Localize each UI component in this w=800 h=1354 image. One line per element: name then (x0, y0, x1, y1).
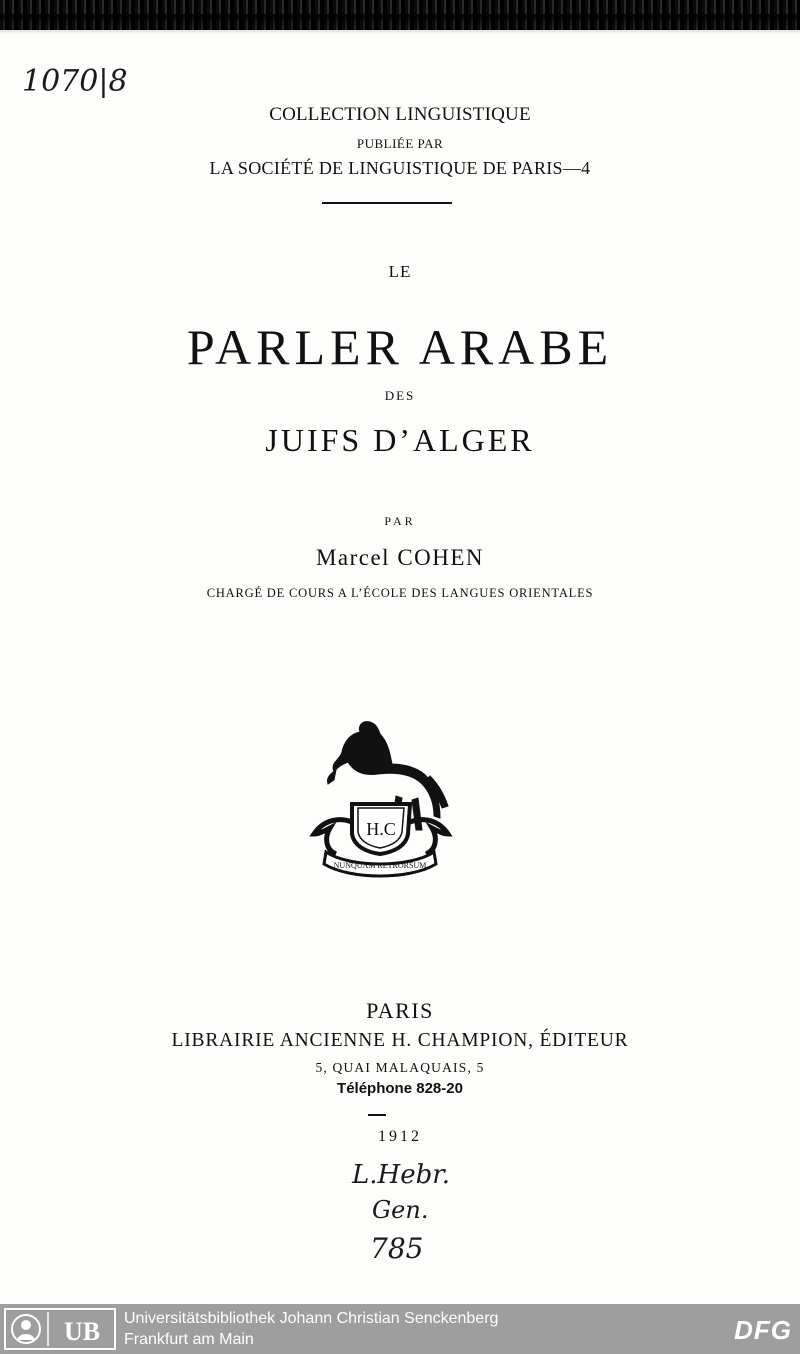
author-position: CHARGÉ DE COURS A L’ÉCOLE DES LANGUES ORIENTALES (206, 586, 594, 600)
imprint-city: PARIS (366, 998, 434, 1023)
title-article: LE (388, 262, 412, 281)
main-title: PARLER ARABE (186, 319, 614, 375)
societe-line: LA SOCIÉTÉ DE LINGUISTIQUE DE PARIS—4 (209, 158, 591, 178)
ub-logo-icon (4, 1308, 116, 1350)
handwritten-note-line1: L.Hebr. (352, 1160, 451, 1190)
scanned-page-edge (0, 0, 800, 30)
institution-name: Universitätsbibliothek Johann Christian Senckenberg (124, 1310, 499, 1327)
publication-year: 1912 (378, 1128, 422, 1145)
publisher-address: 5, QUAI MALAQUAIS, 5 (315, 1060, 485, 1075)
publisher-emblem-icon (300, 712, 460, 882)
subtitle: JUIFS D’ALGER (265, 422, 535, 458)
handwritten-note-line3: 785 (370, 1232, 424, 1265)
divider-rule (322, 202, 452, 204)
library-footer-bar (0, 1304, 800, 1354)
institution-city: Frankfurt am Main (124, 1331, 254, 1348)
publiee-par: PUBLIÉE PAR (356, 136, 444, 151)
by-label: PAR (384, 514, 416, 528)
ub-label: UB (63, 1317, 101, 1346)
emblem-monogram: H.C (366, 819, 396, 839)
publisher-name: LIBRAIRIE ANCIENNE H. CHAMPION, ÉDITEUR (171, 1030, 629, 1051)
collection-title: COLLECTION LINGUISTIQUE (269, 104, 531, 125)
author-name: Marcel COHEN (315, 545, 485, 570)
publisher-phone: Téléphone 828-20 (337, 1080, 463, 1097)
handwritten-shelfmark: 1070|8 (22, 64, 128, 99)
handwritten-note-line2: Gen. (372, 1196, 429, 1224)
emblem-motto: NUNQUAM RETRORSUM (333, 861, 427, 870)
title-des: DES (384, 388, 416, 403)
short-divider (368, 1114, 386, 1116)
dfg-logo: DFG (734, 1315, 792, 1345)
